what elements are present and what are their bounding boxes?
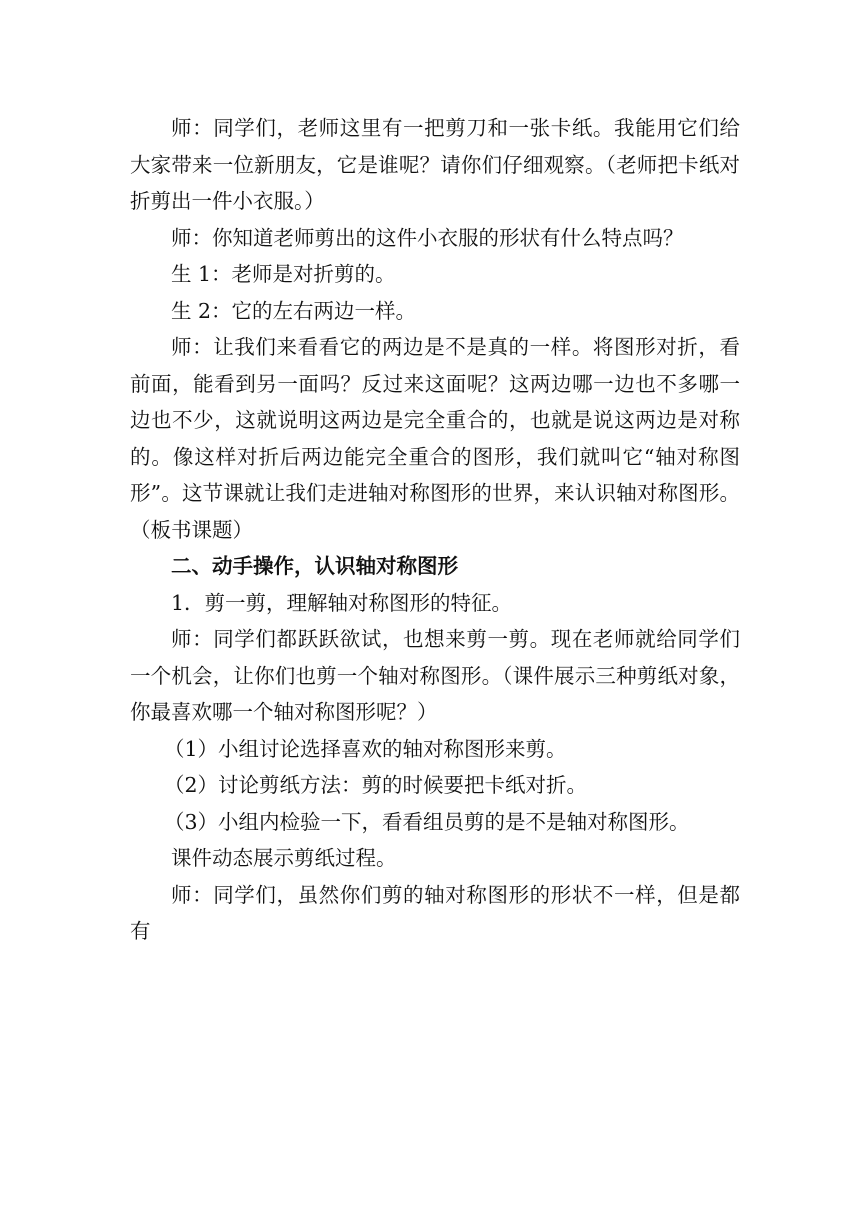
section-heading: 二、动手操作，认识轴对称图形 [171, 554, 458, 578]
paragraph-teacher-intro: 师：同学们，老师这里有一把剪刀和一张卡纸。我能用它们给大家带来一位新朋友，它是谁呢？请你们仔细观察。（老师把卡纸对折剪出一件小衣服。） [130, 116, 740, 213]
paragraph-student-2: 生 2：它的左右两边一样。 [171, 298, 417, 323]
document-body [130, 110, 740, 950]
paragraph-step-1: 1．剪一剪，理解轴对称图形的特征。 [171, 590, 513, 615]
paragraph-courseware: 课件动态展示剪纸过程。 [171, 846, 397, 870]
paragraph-teacher-summary: 师：同学们，虽然你们剪的轴对称图形的形状不一样，但是都有 [130, 882, 740, 943]
paragraph-teacher-cut: 师：同学们都跃跃欲试，也想来剪一剪。现在老师就给同学们一个机会，让你们也剪一个轴对称图形。（课件展示三种剪纸对象，你最喜欢哪一个轴对称图形呢？） [130, 627, 740, 724]
paragraph-student-1: 生 1：老师是对折剪的。 [171, 262, 396, 286]
paragraph-substep-1: （1）小组讨论选择喜欢的轴对称图形来剪。 [164, 736, 567, 761]
paragraph-teacher-explain: 师：让我们来看看它的两边是不是真的一样。将图形对折，看前面，能看到另一面吗？反过来这面呢？这两边哪一边也不多哪一边也不少，这就说明这两边是完全重合的，也就是说这两边是对称的。像这样对折后两边能完全重合的图形，我们就叫它“轴对称图形”。这节课就让我们走进轴对称图形的世界，来认识轴对称图形。（板书课题） [130, 335, 740, 542]
paragraph-substep-2: （2）讨论剪纸方法：剪的时候要把卡纸对折。 [164, 773, 588, 797]
paragraph-teacher-question: 师：你知道老师剪出的这件小衣服的形状有什么特点吗？ [171, 225, 684, 250]
paragraph-substep-3: （3）小组内检验一下，看看组员剪的是不是轴对称图形。 [164, 809, 690, 834]
